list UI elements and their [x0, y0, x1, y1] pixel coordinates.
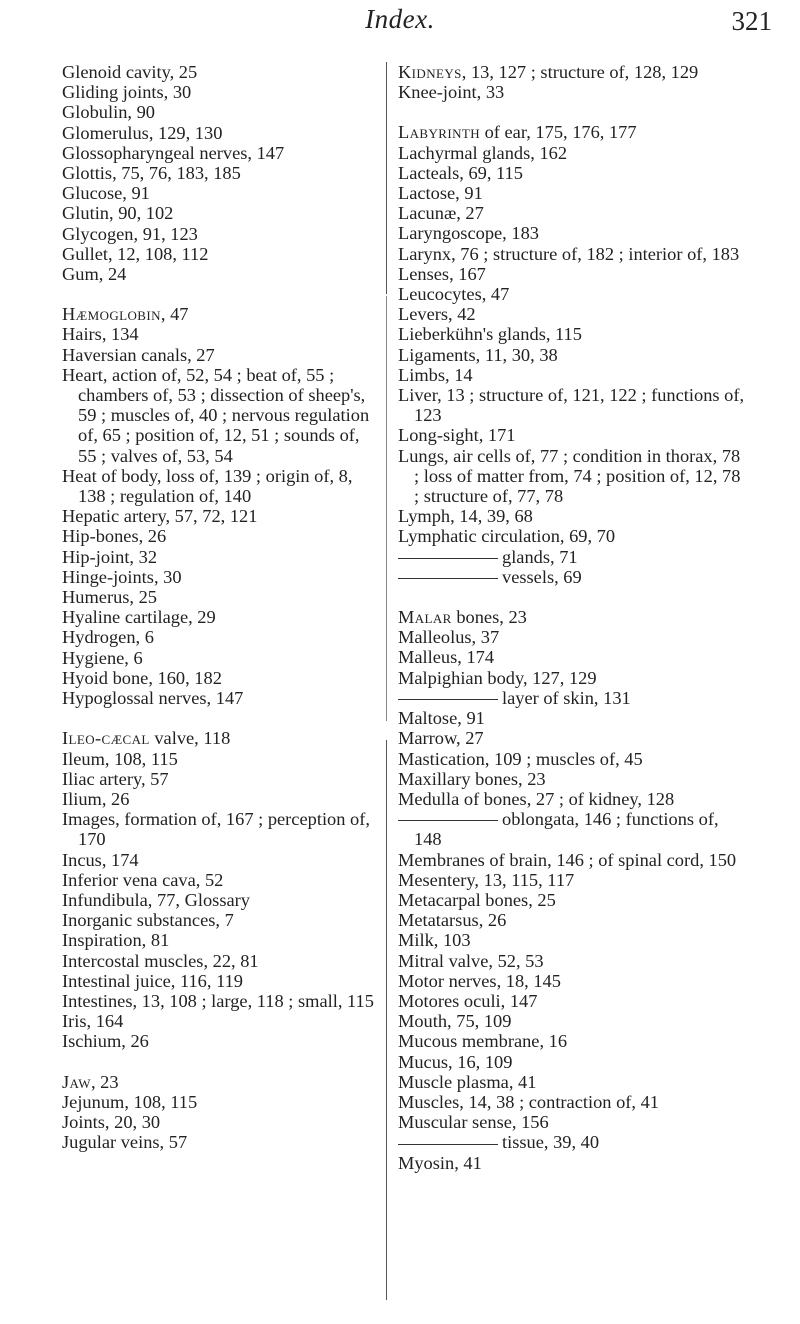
- index-entry: [62, 547, 382, 567]
- index-entry: [398, 1031, 748, 1051]
- index-entry: [62, 769, 382, 789]
- index-entry-text: Glutin, 90, 102: [62, 203, 174, 224]
- section-gap: [62, 284, 382, 304]
- index-entry: [398, 122, 748, 142]
- index-entry-text: Hypoglossal nerves, 147: [62, 688, 244, 709]
- index-entry: [398, 526, 748, 546]
- column-rule: [386, 740, 387, 1300]
- index-entry: [398, 951, 748, 971]
- section-lead-word: Kidneys: [398, 62, 462, 82]
- index-entry: [62, 890, 382, 910]
- index-entry-text: Medulla of bones, 27 ; of kidney, 128: [398, 788, 675, 809]
- index-entry-text: Hyaline cartilage, 29: [62, 607, 216, 628]
- index-entry-text: Membranes of brain, 146 ; of spinal cord, 150: [398, 849, 737, 870]
- index-entry: [398, 446, 748, 507]
- index-entry-text: Ilium, 26: [62, 788, 130, 809]
- index-entry-text: Glomerulus, 129, 130: [62, 122, 223, 143]
- index-entry: [62, 728, 382, 748]
- index-entry-text: Lacunæ, 27: [398, 203, 484, 224]
- index-entry-text: glands, 71: [502, 546, 578, 567]
- index-entry: [62, 1112, 382, 1132]
- index-entry: [398, 324, 748, 344]
- index-entry: [398, 183, 748, 203]
- section-lead-word: Malar: [398, 607, 452, 628]
- index-entry-text: Muscles, 14, 38 ; contraction of, 41: [398, 1091, 659, 1112]
- index-entry-text: Mouth, 75, 109: [398, 1011, 512, 1032]
- index-entry: [398, 203, 748, 223]
- index-entry-text: Iris, 164: [62, 1011, 124, 1032]
- index-entry-text: Long-sight, 171: [398, 425, 516, 446]
- index-entry: [398, 1132, 748, 1152]
- index-entry-text: Limbs, 14: [398, 364, 473, 385]
- index-entry: [62, 789, 382, 809]
- index-entry: [62, 1011, 382, 1031]
- index-entry: [398, 930, 748, 950]
- index-entry-text: Intestines, 13, 108 ; large, 118 ; small, 115: [62, 990, 374, 1011]
- index-entry: [398, 708, 748, 728]
- index-entry-text: Inspiration, 81: [62, 930, 170, 951]
- index-entry: [62, 870, 382, 890]
- section-lead-word: Labyrinth: [398, 122, 480, 143]
- index-entry-text: Heat of body, loss of, 139 ; origin of, 8, 138 ; regulation of, 140: [62, 465, 353, 507]
- index-entry: [62, 587, 382, 607]
- index-entry-text: Humerus, 25: [62, 587, 158, 608]
- index-entry-text: Joints, 20, 30: [62, 1111, 161, 1132]
- index-entry-text: Mitral valve, 52, 53: [398, 950, 544, 971]
- index-entry-text: Malpighian body, 127, 129: [398, 667, 597, 688]
- index-entry: [62, 163, 382, 183]
- index-entry-text: Myosin, 41: [398, 1152, 482, 1173]
- index-entry: [398, 284, 748, 304]
- index-entry-text: valve, 118: [149, 728, 231, 749]
- index-entry: [398, 143, 748, 163]
- index-entry-text: Muscle plasma, 41: [398, 1071, 537, 1092]
- index-entry-text: Inorganic substances, 7: [62, 910, 234, 931]
- index-entry: [398, 607, 748, 627]
- index-entry: [398, 668, 748, 688]
- index-entry: [62, 910, 382, 930]
- index-entry: [62, 102, 382, 122]
- index-entry-text: Globulin, 90: [62, 102, 155, 123]
- index-entry-text: Lymph, 14, 39, 68: [398, 506, 533, 527]
- index-entry-text: Lactose, 91: [398, 183, 483, 204]
- index-entry-text: Hepatic artery, 57, 72, 121: [62, 506, 258, 527]
- index-entry: [62, 648, 382, 668]
- index-entry: [62, 951, 382, 971]
- index-entry: [62, 345, 382, 365]
- index-entry: [62, 224, 382, 244]
- index-entry: [398, 809, 748, 849]
- index-entry-text: Incus, 174: [62, 849, 139, 870]
- index-entry: [398, 547, 748, 567]
- index-entry: [398, 1011, 748, 1031]
- index-entry-text: , 13, 127 ; structure of, 128, 129: [461, 62, 699, 82]
- section-lead-word: Ileo-cæcal: [62, 728, 150, 749]
- index-entry: [62, 1132, 382, 1152]
- index-entry-text: Hip-bones, 26: [62, 526, 167, 547]
- index-entry: [398, 850, 748, 870]
- ditto-dash: [398, 1144, 498, 1145]
- index-entry-text: Lieberkühn's glands, 115: [398, 324, 582, 345]
- index-entry-text: Malleolus, 37: [398, 627, 500, 648]
- index-entry: [398, 62, 748, 82]
- index-entry: [62, 749, 382, 769]
- index-entry: [62, 62, 382, 82]
- ditto-dash: [398, 558, 498, 559]
- index-entry-text: Ligaments, 11, 30, 38: [398, 344, 558, 365]
- index-entry-text: bones, 23: [451, 607, 527, 628]
- index-entry: [398, 304, 748, 324]
- index-entry-text: Liver, 13 ; structure of, 121, 122 ; functions of, 123: [398, 385, 745, 426]
- index-entry-text: Mesentery, 13, 115, 117: [398, 869, 575, 890]
- ditto-dash: [398, 578, 498, 579]
- index-entry-text: Knee-joint, 33: [398, 82, 505, 103]
- index-entry-text: Metacarpal bones, 25: [398, 889, 556, 910]
- index-entry-text: Milk, 103: [398, 930, 471, 951]
- index-entry-text: oblongata, 146 ; functions of, 148: [414, 809, 719, 850]
- index-entry: [62, 688, 382, 708]
- index-entry: [398, 910, 748, 930]
- index-entry: [398, 728, 748, 748]
- index-entry-text: Mucous membrane, 16: [398, 1031, 568, 1052]
- index-entry: [62, 466, 382, 506]
- index-entry-text: , 23: [90, 1071, 119, 1092]
- index-entry: [398, 1052, 748, 1072]
- index-entry: [62, 850, 382, 870]
- section-gap: [62, 1052, 382, 1072]
- index-entry: [398, 365, 748, 385]
- index-entry: [62, 82, 382, 102]
- index-entry-text: layer of skin, 131: [502, 687, 631, 708]
- index-entry: [62, 506, 382, 526]
- index-entry-text: Iliac artery, 57: [62, 768, 169, 789]
- section-gap: [62, 708, 382, 728]
- left-index-column: [62, 62, 382, 1152]
- index-entry-text: Jejunum, 108, 115: [62, 1091, 198, 1112]
- index-entry-text: Lenses, 167: [398, 263, 486, 284]
- index-entry: [62, 1072, 382, 1092]
- index-entry: [398, 385, 748, 425]
- index-entry: [62, 324, 382, 344]
- index-entry-text: Glycogen, 91, 123: [62, 223, 198, 244]
- index-entry: [398, 789, 748, 809]
- ditto-dash: [398, 699, 498, 700]
- index-entry-text: Motores oculi, 147: [398, 990, 538, 1011]
- index-entry-text: Hip-joint, 32: [62, 546, 158, 567]
- index-entry: [398, 870, 748, 890]
- index-entry-text: Metatarsus, 26: [398, 910, 507, 931]
- index-entry: [398, 1153, 748, 1173]
- section-lead-word: Hæmoglobin: [62, 304, 161, 325]
- index-entry: [398, 244, 748, 264]
- index-entry: [62, 668, 382, 688]
- index-entry-text: Lymphatic circulation, 69, 70: [398, 526, 616, 547]
- index-entry-text: Gum, 24: [62, 264, 127, 285]
- index-entry-text: Jugular veins, 57: [62, 1132, 188, 1153]
- index-entry-text: Hygiene, 6: [62, 647, 143, 668]
- index-entry-text: Glottis, 75, 76, 183, 185: [62, 163, 241, 184]
- column-rule: [386, 62, 387, 294]
- index-entry-text: Muscular sense, 156: [398, 1112, 549, 1133]
- index-entry-text: Lacteals, 69, 115: [398, 162, 523, 183]
- page-header-title: Index.: [365, 4, 435, 34]
- index-entry: [62, 567, 382, 587]
- index-entry: [398, 1072, 748, 1092]
- index-entry: [62, 1031, 382, 1051]
- index-entry: [398, 647, 748, 667]
- page-number: 321: [731, 6, 772, 36]
- index-entry-text: Lungs, air cells of, 77 ; condition in thorax, 78 ; loss of matter from, 74 ; position of, 12, 78 ; structure of, 77, 78: [398, 445, 741, 507]
- index-entry: [62, 809, 382, 849]
- index-entry: [62, 991, 382, 1011]
- index-entry: [62, 526, 382, 546]
- index-entry-text: Maltose, 91: [398, 708, 485, 729]
- column-rule: [386, 296, 387, 721]
- index-entry: [398, 264, 748, 284]
- index-entry-text: tissue, 39, 40: [502, 1132, 600, 1153]
- index-entry-text: Motor nerves, 18, 145: [398, 970, 561, 991]
- index-entry-text: Gullet, 12, 108, 112: [62, 243, 209, 264]
- index-entry-text: Hinge-joints, 30: [62, 566, 182, 587]
- index-entry: [398, 1112, 748, 1132]
- index-entry-text: Lachyrmal glands, 162: [398, 142, 568, 163]
- index-entry-text: Glossopharyngeal nerves, 147: [62, 142, 285, 163]
- index-entry: [398, 991, 748, 1011]
- index-entry: [398, 688, 748, 708]
- index-entry: [62, 143, 382, 163]
- ditto-dash: [398, 820, 498, 821]
- index-entry: [398, 345, 748, 365]
- index-entry-text: Laryngoscope, 183: [398, 223, 539, 244]
- index-entry-text: vessels, 69: [502, 566, 582, 587]
- index-entry-text: Hydrogen, 6: [62, 627, 154, 648]
- index-entry-text: Hyoid bone, 160, 182: [62, 667, 222, 688]
- index-entry: [398, 749, 748, 769]
- index-entry: [62, 123, 382, 143]
- index-entry: [398, 163, 748, 183]
- section-lead-word: Jaw: [62, 1071, 91, 1092]
- index-entry-text: Mucus, 16, 109: [398, 1051, 513, 1072]
- index-entry: [398, 223, 748, 243]
- index-entry: [398, 82, 748, 102]
- index-entry-text: Ileum, 108, 115: [62, 748, 178, 769]
- index-entry-text: , 47: [160, 304, 189, 325]
- index-entry: [398, 971, 748, 991]
- index-entry: [62, 304, 382, 324]
- index-entry-text: Infundibula, 77, Glossary: [62, 889, 250, 910]
- index-entry-text: Heart, action of, 52, 54 ; beat of, 55 ; chambers of, 53 ; dissection of sheep's, 59 ; muscles of, 40 ; nervous regulation of, 65 ; position of, 12, 51 ; sounds of, 55 ; valves of, 53, 54: [62, 364, 370, 466]
- index-entry: [398, 1092, 748, 1112]
- index-entry-text: Glenoid cavity, 25: [62, 62, 198, 82]
- index-entry-text: Haversian canals, 27: [62, 344, 215, 365]
- index-entry: [62, 971, 382, 991]
- index-entry-text: Images, formation of, 167 ; perception of, 170: [62, 809, 370, 850]
- index-entry-text: Gliding joints, 30: [62, 82, 192, 103]
- index-entry-text: Mastication, 109 ; muscles of, 45: [398, 748, 643, 769]
- index-entry: [62, 365, 382, 466]
- index-entry: [62, 930, 382, 950]
- index-entry: [62, 183, 382, 203]
- section-gap: [398, 102, 748, 122]
- index-entry-text: Levers, 42: [398, 304, 476, 325]
- index-entry-text: Intestinal juice, 116, 119: [62, 970, 243, 991]
- index-entry: [398, 425, 748, 445]
- right-index-column: [398, 62, 748, 1173]
- index-entry-text: Malleus, 174: [398, 647, 495, 668]
- index-entry-text: Ischium, 26: [62, 1031, 149, 1052]
- index-entry-text: of ear, 175, 176, 177: [480, 122, 637, 143]
- index-entry-text: Intercostal muscles, 22, 81: [62, 950, 259, 971]
- index-entry: [62, 1092, 382, 1112]
- index-entry-text: Larynx, 76 ; structure of, 182 ; interior of, 183: [398, 243, 740, 264]
- index-entry-text: Glucose, 91: [62, 183, 150, 204]
- index-entry-text: Hairs, 134: [62, 324, 139, 345]
- index-entry: [62, 627, 382, 647]
- index-entry-text: Leucocytes, 47: [398, 284, 510, 305]
- index-entry-text: Inferior vena cava, 52: [62, 869, 224, 890]
- index-entry-text: Maxillary bones, 23: [398, 768, 546, 789]
- section-gap: [398, 587, 748, 607]
- index-entry: [62, 264, 382, 284]
- index-entry: [398, 890, 748, 910]
- index-entry: [62, 203, 382, 223]
- index-entry: [398, 567, 748, 587]
- index-entry: [398, 506, 748, 526]
- index-entry: [62, 244, 382, 264]
- index-entry: [398, 627, 748, 647]
- index-entry: [62, 607, 382, 627]
- index-entry: [398, 769, 748, 789]
- index-entry-text: Marrow, 27: [398, 728, 484, 749]
